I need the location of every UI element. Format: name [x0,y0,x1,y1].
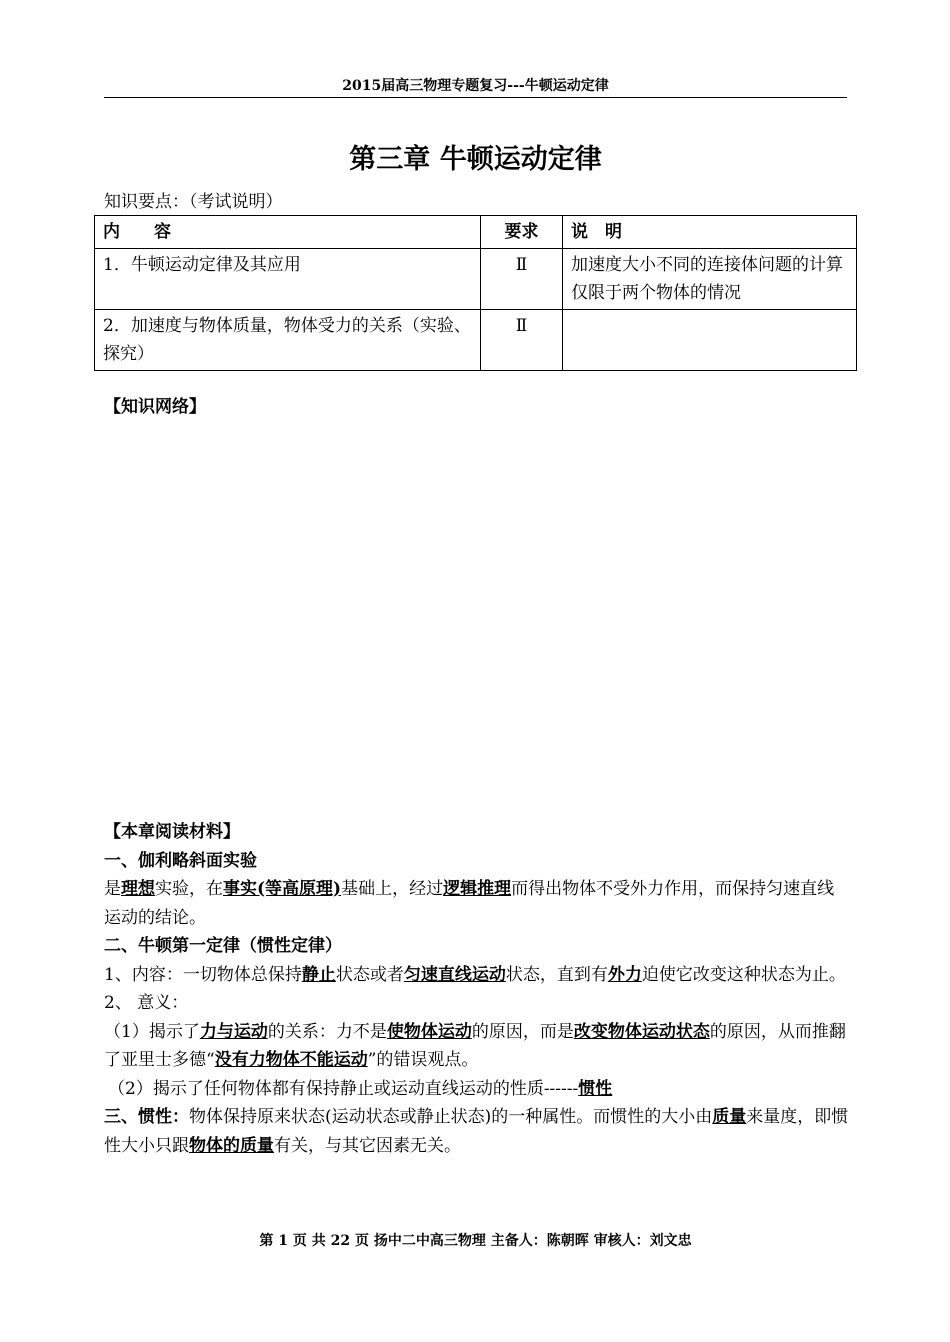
section-first-law-title: 二、牛顿第一定律（惯性定律） [104,936,342,956]
table-row [95,249,857,310]
row-note [563,310,857,371]
first-law-significance-1: （1）揭示了力与运动的关系：力不是使物体运动的原因，而是改变物体运动状态的原因，从而推翻了亚里士多德“没有力物体不能运动”的错误观点。 [104,1021,846,1070]
header-note: 说 明 [563,216,857,249]
section-galileo-title: 一、伽利略斜面实验 [104,850,257,871]
table-header-row [95,216,857,249]
first-law-significance-label: 2、 意义： [104,993,189,1013]
row-content: 2．加速度与物体质量，物体受力的关系（实验、探究） [95,310,481,371]
page-footer: 第 1 页 共 22 页 扬中二中高三物理 主备人：陈朝晖 审核人：刘文忠 [259,1233,692,1249]
section-inertia: 三、惯性：物体保持原来状态(运动状态或静止状态)的一种属性。而惯性的大小由质量来量度，即惯性大小只跟物体的质量有关，与其它因素无关。 [104,1107,849,1156]
table-row [95,310,857,371]
first-law-significance-2: （2）揭示了任何物体都有保持静止或运动直线运动的性质------惯性 [108,1078,613,1099]
section-galileo-text: 是理想实验，在事实(等高原理)基础上，经过逻辑推理而得出物体不受外力作用，而保持匀速直线运动的结论。 [104,879,835,928]
chapter-title: 第三章 牛顿运动定律 [349,144,602,175]
header-level: 要求 [481,216,563,249]
row-level: Ⅱ [481,310,563,371]
requirements-table [94,215,857,371]
header-rule [104,97,847,98]
reading-material [104,818,850,1160]
first-law-content: 1、内容：一切物体总保持静止状态或者匀速直线运动状态，直到有外力迫使它改变这种状态为止。 [104,964,846,985]
knowledge-network-heading: 【知识网络】 [104,397,206,417]
reading-heading: 【本章阅读材料】 [104,822,240,842]
knowledge-points-intro: 知识要点：（考试说明） [104,192,283,212]
header-content: 内 容 [95,216,481,249]
row-note: 加速度大小不同的连接体问题的计算仅限于两个物体的情况 [563,249,857,310]
row-content: 1．牛顿运动定律及其应用 [95,249,481,310]
page-header: 2015届高三物理专题复习---牛顿运动定律 [342,78,609,94]
row-level: Ⅱ [481,249,563,310]
